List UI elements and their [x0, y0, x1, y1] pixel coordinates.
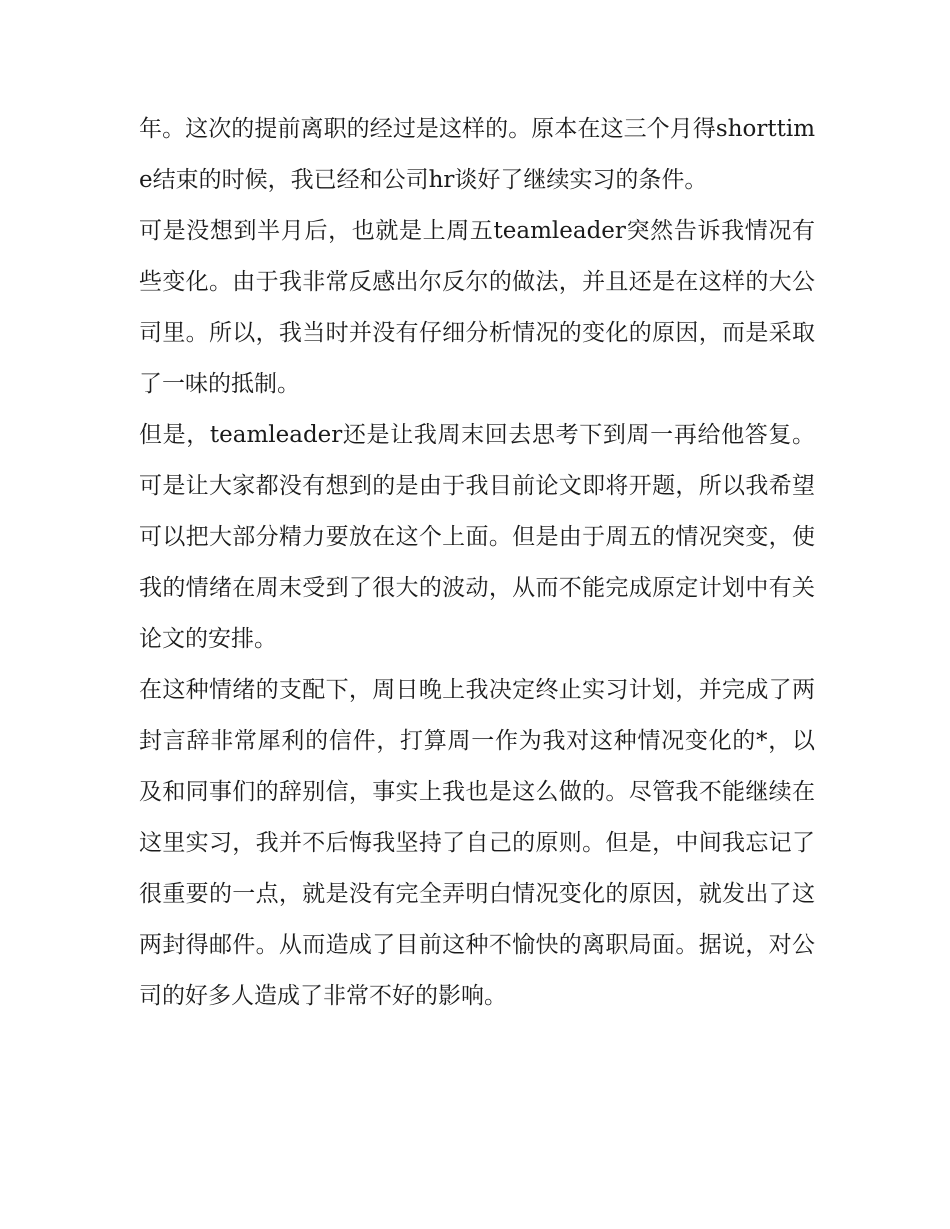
paragraph-2: 可是没想到半月后，也就是上周五teamleader突然告诉我情况有些变化。由于我非常反感出尔反尔的做法，并且还是在这样的大公司里。所以，我当时并没有仔细分析情况的变化的原因，而是采取了一味的抵制。 — [139, 218, 815, 397]
paragraph-3: 但是，teamleader还是让我周末回去思考下到周一再给他答复。可是让大家都没有想到的是由于我目前论文即将开题，所以我希望可以把大部分精力要放在这个上面。但是由于周五的情况突变，使我的情绪在周末受到了很大的波动，从而不能完成原定计划中有关论文的安排。 — [139, 422, 815, 652]
paragraph-1: 年。这次的提前离职的经过是这样的。原本在这三个月得shorttime结束的时候，我已经和公司hr谈好了继续实习的条件。 — [139, 116, 815, 193]
document-body — [139, 104, 815, 1022]
paragraph-4: 在这种情绪的支配下，周日晚上我决定终止实习计划，并完成了两封言辞非常犀利的信件，打算周一作为我对这种情况变化的*，以及和同事们的辞别信，事实上我也是这么做的。尽管我不能继续在这里实习，我并不后悔我坚持了自己的原则。但是，中间我忘记了很重要的一点，就是没有完全弄明白情况变化的原因，就发出了这两封得邮件。从而造成了目前这种不愉快的离职局面。据说，对公司的好多人造成了非常不好的影响。 — [139, 677, 815, 1009]
